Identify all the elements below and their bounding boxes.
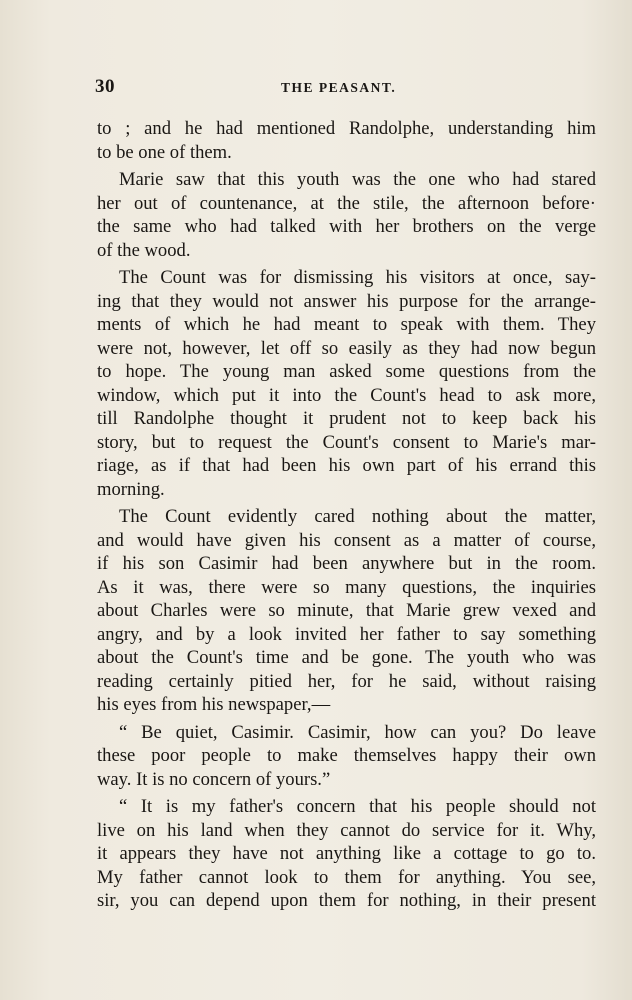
text-line: ing that they would not answer his purpose for the arrange- (97, 290, 596, 312)
text-line: it appears they have not anything like a cottage to go to. (97, 843, 596, 864)
text-line: of the wood. (97, 239, 191, 261)
text-line: story, but to request the Count's consent to Marie's mar- (97, 431, 596, 453)
text-line: morning. (97, 478, 165, 500)
text-line: sir, you can depend upon them for nothing, in their present (97, 890, 596, 911)
text-line: ments of which he had meant to speak with them. They (97, 314, 596, 335)
text-line: his eyes from his newspaper,— (97, 694, 331, 715)
text-line: to be one of them. (97, 141, 232, 163)
text-line: about Charles were so minute, that Marie grew vexed and (97, 600, 596, 621)
text-line: As it was, there were so many questions, the inquiries (97, 576, 596, 598)
paragraph (97, 117, 596, 164)
text-line: live on his land when they cannot do service for it. Why, (97, 819, 596, 841)
text-line: her out of countenance, at the stile, the afternoon before· (97, 192, 596, 214)
text-line: way. It is no concern of yours.” (97, 768, 331, 790)
paragraph (97, 795, 596, 913)
text-line: The Count evidently cared nothing about the matter, (119, 506, 596, 527)
paragraph (97, 721, 596, 792)
text-line: “ It is my father's concern that his people should not (119, 796, 596, 817)
text-line: about the Count's time and be gone. The youth who was (97, 647, 596, 668)
text-line: “ Be quiet, Casimir. Casimir, how can you? Do leave (119, 721, 596, 743)
text-line: window, which put it into the Count's head to ask more, (97, 384, 596, 406)
text-line: and would have given his consent as a matter of course, (97, 529, 596, 551)
text-line: were not, however, let off so easily as they had now begun (97, 337, 596, 359)
text-line: angry, and by a look invited her father to say something (97, 623, 596, 645)
page-number: 30 (95, 76, 115, 97)
text-line: My father cannot look to them for anything. You see, (97, 866, 596, 888)
page-header (95, 76, 595, 98)
body-text (97, 117, 596, 913)
text-line: till Randolphe thought it prudent not to keep back his (97, 408, 596, 429)
text-line: to ; and he had mentioned Randolphe, understanding him (97, 118, 596, 139)
text-line: if his son Casimir had been anywhere but in the room. (97, 553, 596, 574)
text-line: Marie saw that this youth was the one who had stared (119, 169, 596, 190)
paragraph (97, 266, 596, 501)
paragraph (97, 168, 596, 262)
paragraph (97, 505, 596, 717)
text-line: these poor people to make themselves happy their own (97, 745, 596, 766)
running-head: THE PEASANT. (281, 80, 397, 95)
text-line: to hope. The young man asked some questions from the (97, 361, 596, 382)
text-line: riage, as if that had been his own part of his errand this (97, 455, 596, 476)
text-line: The Count was for dismissing his visitors at once, say- (119, 267, 596, 288)
text-line: the same who had talked with her brothers on the verge (97, 216, 596, 237)
text-line: reading certainly pitied her, for he said, without raising (97, 670, 596, 692)
